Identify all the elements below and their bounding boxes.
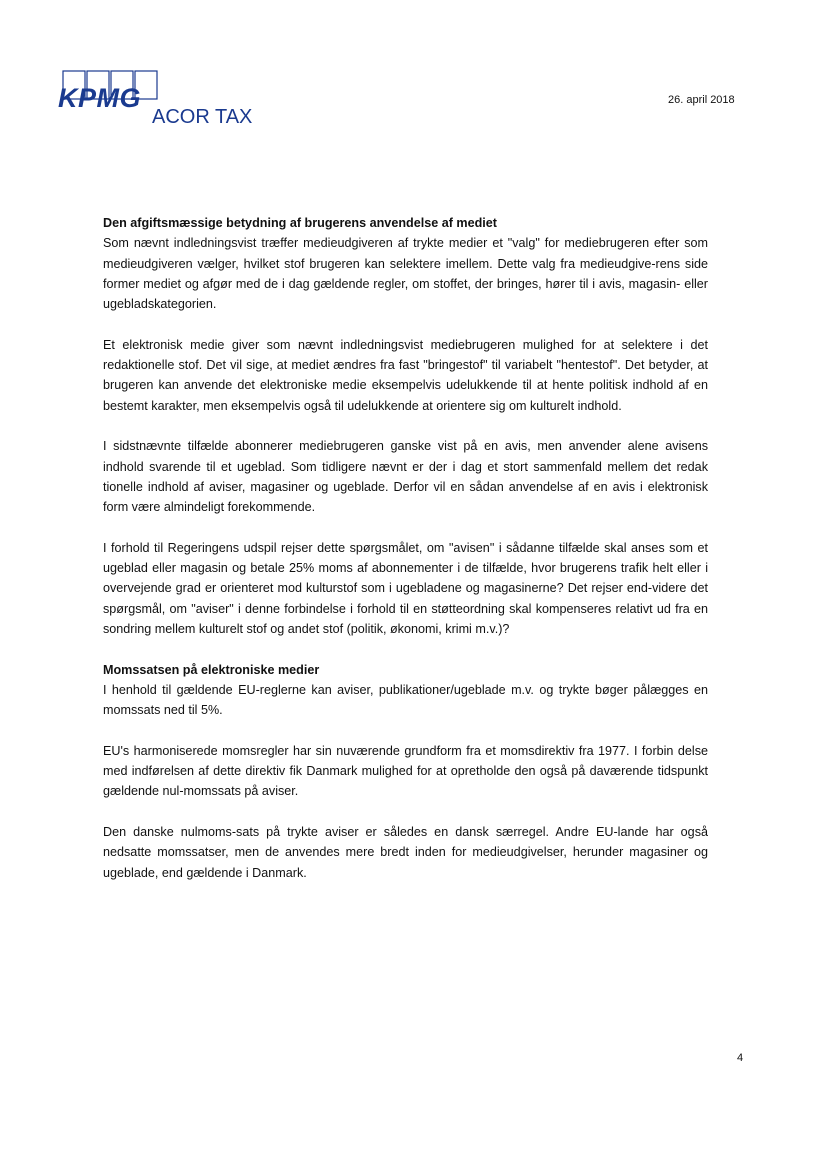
kpmg-acor-tax-logo	[58, 70, 268, 132]
section-heading: Den afgiftsmæssige betydning af brugerens anvendelse af mediet	[103, 216, 498, 230]
paragraph: EU's harmoniserede momsregler har sin nuværende grundform fra et momsdirektiv fra 1977. I forbin delse med indførelsen af dette direktiv fik Danmark mulighed for at opretholde den også på daværende tidspunkt gældende nul-momssats på aviser.	[103, 743, 708, 799]
section-afgiftsmaessige-betydning	[103, 213, 708, 639]
paragraph: I henhold til gældende EU-reglerne kan aviser, publikationer/ugeblade m.v. og trykte bøger pålægges en momssats ned til 5%.	[103, 682, 708, 718]
document-body	[103, 213, 708, 903]
logo-sub-text: ACOR TAX	[152, 106, 253, 128]
paragraph: Som nævnt indledningsvist træffer medieudgiveren af trykte medier et "valg" for mediebrugeren efter som medieudgiveren vælger, hvilket stof brugeren kan selektere imellem. Dette valg fra medieudgive-rens side former mediet og afgør med de i dag gældende regler, om stoffet, der bringes, hører til i avis, magasin- eller ugebladskategorien.	[103, 236, 708, 312]
document-date: 26. april 2018	[668, 94, 735, 106]
section-momssatsen	[103, 660, 708, 883]
section-heading: Momssatsen på elektroniske medier	[103, 662, 320, 677]
logo-main-text: KPMG	[58, 83, 141, 113]
paragraph: Den danske nulmoms-sats på trykte aviser er således en dansk særregel. Andre EU-lande har også nedsatte momssatser, men de anvendes mere bredt inden for medieudgivelser, herunder magasiner og ugeblade, end gældende i Danmark.	[103, 824, 708, 880]
paragraph: I forhold til Regeringens udspil rejser dette spørgsmålet, om "avisen" i sådanne tilfælde skal anses som et ugeblad eller magasin og betale 25% moms af abonnementer i de tilfælde, hvor brugerens trafik helt eller i overvejende grad er orienteret mod kulturstof som i ugebladene og magasinerne? Det rejser end-videre det spørgsmål, om "aviser" i denne forbindelse i forhold til en støtteordning skal kompenseres relativt ud fra en sondring mellem kulturelt stof og andet stof (politik, økonomi, krimi m.v.)?	[103, 540, 708, 636]
paragraph: Et elektronisk medie giver som nævnt indledningsvist mediebrugeren mulighed for at selektere i det redaktionelle stof. Det vil sige, at mediet ændres fra fast "bringestof" til variabelt "hentestof". Det betyder, at brugeren kan anvende det elektroniske medie eksempelvis udelukkende til at hente politisk indhold af en bestemt karakter, men eksempelvis også til udelukkende at orientere sig om kulturelt indhold.	[103, 337, 708, 413]
paragraph: I sidstnævnte tilfælde abonnerer mediebrugeren ganske vist på en avis, men anvender alene avisens indhold svarende til et ugeblad. Som tidligere nævnt er der i dag et stort sammenfald mellem det redak tionelle indhold af aviser, magasiner og ugeblade. Derfor vil en sådan anvendelse af en avis i elektronisk form være almindeligt forekommende.	[103, 439, 708, 515]
page-number: 4	[737, 1052, 744, 1064]
